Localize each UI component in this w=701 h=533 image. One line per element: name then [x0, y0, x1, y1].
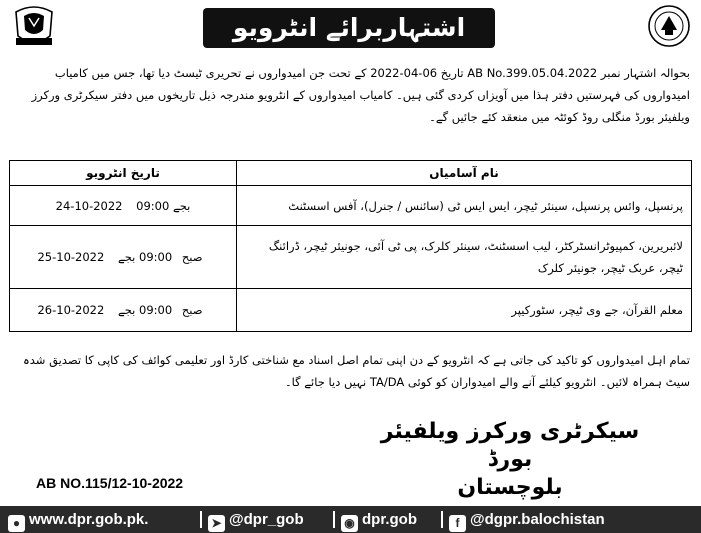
intro-text: بحوالہ اشتہار نمبر AB No.399.05.04.2022 تاریخ 06-04-2022 کے تحت جن امیدواروں نے تحریری ٹیسٹ دیا تھا، جس میں کامیاب امیدواروں کی فہرستیں دفتر ہذا میں آویزاں کردی گئی ہیں۔ کامیاب امیدواروں کے انٹرویو مندرجہ ذیل تاریخوں میں دفتر سیکرٹری ورکرز ویلفیئر بورڈ منگلی روڈ کوئٹہ میں منعقد کئے جائیں گے۔ [31, 66, 690, 124]
signature-line-1: سیکرٹری ورکرز ویلفیئر بورڈ [380, 419, 640, 472]
date-cell [10, 289, 237, 332]
date-cell [10, 186, 237, 226]
interview-time: 09:00 [139, 250, 173, 264]
posts-cell: پرنسپل، وائس پرنسپل، سینئر ٹیچر، ایس ایس ٹی (سائنس / جنرل)، آفس اسسٹنٹ [237, 186, 692, 226]
interview-date: 24-10-2022 [55, 198, 123, 213]
divider [200, 511, 202, 528]
footer-website[interactable] [8, 509, 148, 532]
page-title: اشتہاربرائے انٹرویو [203, 8, 495, 48]
instagram-icon: ◉ [341, 515, 358, 532]
signature-line-2: بلوچستان [457, 475, 563, 500]
interview-date: 25-10-2022 [37, 250, 105, 264]
table-header-row [10, 161, 692, 186]
footer-twitter[interactable] [208, 509, 304, 532]
time-of-day: صبح [181, 250, 203, 264]
table-row [10, 226, 692, 289]
instructions-paragraph: تمام اہل امیدواروں کو تاکید کی جاتی ہے کہ انٹرویو کے دن اپنی تمام اصل اسناد مع شناختی کارڈ اور تعلیمی کوائف کی کاپی کا تصدیق شدہ سیٹ ہمراہ لائیں۔ انٹرویو کیلئے آنے والے امیدواران کو کوئی TA/DA نہیں دیا جائے گا۔ [23, 353, 690, 389]
header-date: تاریخ انٹرویو [10, 161, 237, 186]
header-names: نام آسامیاں [237, 161, 692, 186]
interview-date: 26-10-2022 [37, 303, 105, 317]
table-row [10, 186, 692, 226]
facebook-handle: @dgpr.balochistan [470, 511, 605, 528]
footer-facebook[interactable] [449, 509, 605, 532]
divider [333, 511, 335, 528]
signature-block [360, 418, 660, 502]
posts-cell: لائبریرین، کمپیوٹرانسٹرکٹر، لیب اسسٹنٹ، سینئر کلرک، پی ٹی آئی، جونیئر ٹیچر، ڈرائنگ ٹیچر، عربک ٹیچر، جونیئر کلرک [237, 226, 692, 289]
posts-cell: معلم القرآن، جے وی ٹیچر، سٹورکیپر [237, 289, 692, 332]
balochistan-emblem-icon [10, 4, 58, 48]
interview-time: 09:00 [136, 198, 170, 213]
facebook-icon: f [449, 515, 466, 532]
table-row [10, 289, 692, 332]
interview-schedule-table [9, 160, 692, 332]
website-text: www.dpr.gob.pk. [29, 511, 149, 528]
twitter-handle: @dpr_gob [229, 511, 304, 528]
footer-instagram[interactable] [341, 509, 417, 532]
workers-welfare-board-seal-icon [645, 4, 693, 48]
globe-icon: ● [8, 515, 25, 532]
divider [441, 511, 443, 528]
intro-paragraph [10, 62, 690, 128]
reference-number: AB NO.115/12-10-2022 [36, 475, 184, 491]
date-cell [10, 226, 237, 289]
time-of-day: صبح [181, 303, 203, 317]
time-word: بجے [117, 303, 136, 317]
footer-bar [0, 506, 701, 533]
time-word: بجے [117, 250, 136, 264]
interview-time: 09:00 [139, 303, 173, 317]
twitter-icon: ➤ [208, 515, 225, 532]
instagram-handle: dpr.gob [362, 511, 417, 528]
time-word: بجے [172, 198, 191, 213]
